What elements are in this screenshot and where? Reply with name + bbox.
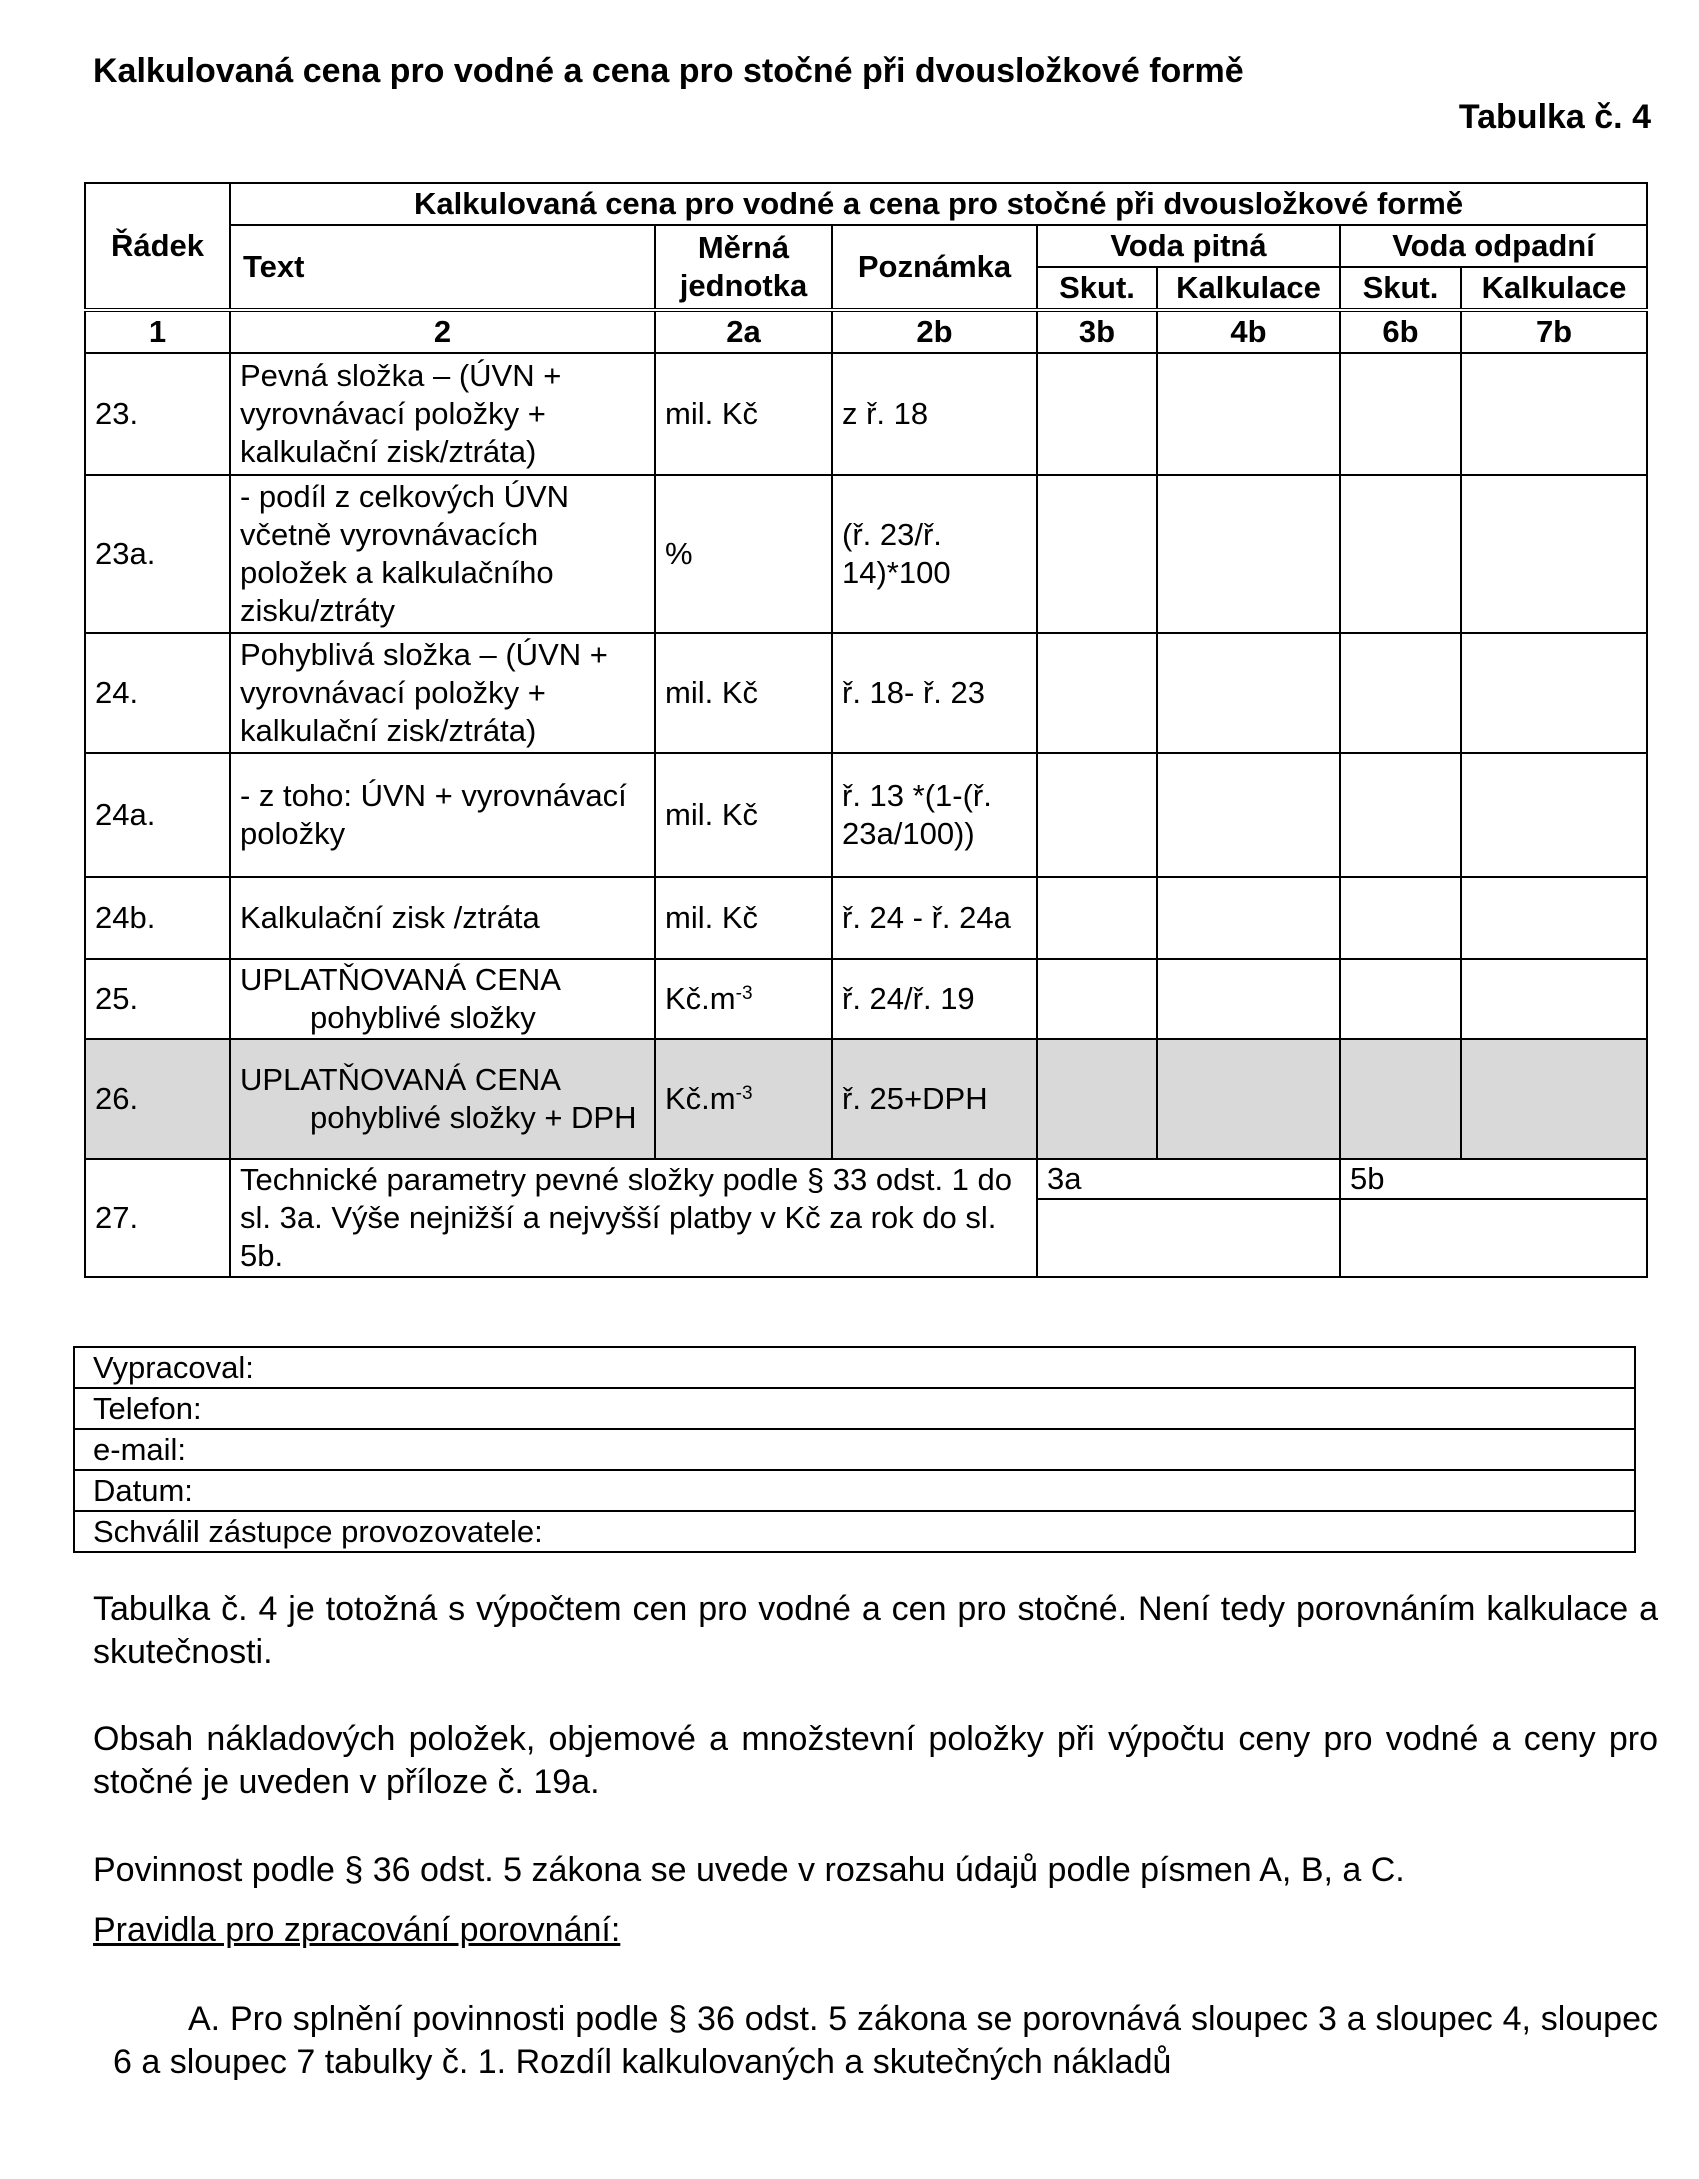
header-row-label: Řádek [85,183,230,310]
row-unit [655,1039,832,1159]
cell-3b [1037,353,1157,475]
header-water-waste: Voda odpadní [1340,225,1647,267]
cell-3b [1037,475,1157,633]
cell-6b [1340,475,1461,633]
row-text-line2: pohyblivé složky [310,1000,536,1035]
row-text: - podíl z celkových ÚVN včetně vyrovnávacích položek a kalkulačního zisku/ztráty [230,475,655,633]
cell-3b [1037,1039,1157,1159]
unit-exponent: -3 [735,1083,753,1104]
price-table [84,182,1648,1278]
row-note: ř. 13 *(1-(ř. 23a/100)) [832,753,1037,877]
row-note: (ř. 23/ř. 14)*100 [832,475,1037,633]
col-number: 7b [1461,310,1647,353]
row-unit: mil. Kč [655,877,832,959]
sign-field-prepared-by: Vypracoval: [74,1347,1635,1388]
cell-4b [1157,353,1340,475]
row-unit: mil. Kč [655,753,832,877]
section-heading [93,1909,1658,1952]
paragraph-3: Povinnost podle § 36 odst. 5 zákona se uvede v rozsahu údajů podle písmen A, B, a C. [93,1851,1405,1889]
table-number: Tabulka č. 4 [1458,98,1651,136]
cell-3b [1037,959,1157,1039]
row-note: ř. 18- ř. 23 [832,633,1037,753]
cell-7b [1461,753,1647,877]
header-text: Text [230,225,655,310]
row-number: 24. [85,633,230,753]
cell-5b-value [1340,1199,1647,1277]
document-title: Kalkulovaná cena pro vodné a cena pro stočné při dvousložkové formě [93,52,1244,90]
row-text: Pevná složka – (ÚVN + vyrovnávací položky + kalkulační zisk/ztráta) [230,353,655,475]
row-note: ř. 25+DPH [832,1039,1037,1159]
header-unit: Měrná jednotka [655,225,832,310]
signature-table [73,1346,1636,1553]
cell-4b [1157,877,1340,959]
table-row [85,959,1647,1039]
table-row [85,877,1647,959]
header-actual: Skut. [1037,267,1157,310]
col-number: 6b [1340,310,1461,353]
cell-6b [1340,633,1461,753]
row-text-line1: UPLATŇOVANÁ CENA [240,1062,561,1097]
unit-base: Kč.m [665,1081,736,1116]
row-number: 23. [85,353,230,475]
col-number: 2a [655,310,832,353]
header-calculation: Kalkulace [1461,267,1647,310]
cell-7b [1461,959,1647,1039]
col-number: 3b [1037,310,1157,353]
col-number: 2b [832,310,1037,353]
row-unit: % [655,475,832,633]
table-row [85,475,1647,633]
header-group-title: Kalkulovaná cena pro vodné a cena pro stočné při dvousložkové formě [230,183,1647,225]
row-text: - z toho: ÚVN + vyrovnávací položky [230,753,655,877]
cell-3a: 3a [1037,1159,1340,1199]
table-row [85,633,1647,753]
header-water-drinking: Voda pitná [1037,225,1340,267]
col-number: 1 [85,310,230,353]
cell-7b [1461,633,1647,753]
row-number: 26. [85,1039,230,1159]
sign-field-date: Datum: [74,1470,1635,1511]
sign-field-email: e-mail: [74,1429,1635,1470]
row-text-line2 [240,1099,637,1137]
unit-base: Kč.m [665,981,736,1016]
row-text: Technické parametry pevné složky podle § 33 odst. 1 do sl. 3a. Výše nejnižší a nejvyšší platby v Kč za rok do sl. 5b. [230,1159,1037,1277]
row-note: ř. 24 - ř. 24a [832,877,1037,959]
col-number: 2 [230,310,655,353]
row-unit [655,959,832,1039]
row-number: 23a. [85,475,230,633]
cell-5b: 5b [1340,1159,1647,1199]
cell-7b [1461,1039,1647,1159]
cell-7b [1461,353,1647,475]
cell-3a-value [1037,1199,1340,1277]
header-actual: Skut. [1340,267,1461,310]
paragraph-2: Obsah nákladových položek, objemové a množstevní položky při výpočtu ceny pro vodné a ceny pro stočné je uveden v příloze č. 19a. [93,1720,1658,1801]
cell-6b [1340,959,1461,1039]
paragraph-rule-a: A. Pro splnění povinnosti podle § 36 odst. 5 zákona se porovnává sloupec 3 a sloupec 4, sloupec 6 a sloupec 7 tabulky č. 1. Rozdíl kalkulovaných a skutečných nákladů [113,2000,1658,2081]
cell-4b [1157,633,1340,753]
header-note: Poznámka [832,225,1037,310]
cell-4b [1157,475,1340,633]
row-text-line2-value: pohyblivé složky + DPH [310,1100,637,1135]
cell-3b [1037,753,1157,877]
unit-exponent: -3 [735,983,753,1004]
cell-6b [1340,1039,1461,1159]
table-row [85,353,1647,475]
row-note: z ř. 18 [832,353,1037,475]
cell-3b [1037,633,1157,753]
table-row [85,1039,1647,1159]
row-note: ř. 24/ř. 19 [832,959,1037,1039]
row-number: 27. [85,1159,230,1277]
row-text-line1: UPLATŇOVANÁ CENA [240,962,561,997]
cell-3b [1037,877,1157,959]
cell-6b [1340,353,1461,475]
table-row [85,753,1647,877]
cell-4b [1157,753,1340,877]
row-number: 25. [85,959,230,1039]
cell-4b [1157,959,1340,1039]
row-number: 24b. [85,877,230,959]
cell-7b [1461,475,1647,633]
row-unit: mil. Kč [655,353,832,475]
section-heading-text: Pravidla pro zpracování porovnání: [93,1911,621,1949]
table-row [85,1159,1647,1199]
row-text: Pohyblivá složka – (ÚVN + vyrovnávací položky + kalkulační zisk/ztráta) [230,633,655,753]
paragraph-1: Tabulka č. 4 je totožná s výpočtem cen pro vodné a cen pro stočné. Není tedy porovnáním kalkulace a skutečnosti. [93,1590,1658,1671]
cell-6b [1340,753,1461,877]
sign-field-approved-by: Schválil zástupce provozovatele: [74,1511,1635,1552]
sign-field-phone: Telefon: [74,1388,1635,1429]
cell-7b [1461,877,1647,959]
col-number: 4b [1157,310,1340,353]
row-number: 24a. [85,753,230,877]
header-calculation: Kalkulace [1157,267,1340,310]
row-unit: mil. Kč [655,633,832,753]
row-text: Kalkulační zisk /ztráta [230,877,655,959]
cell-4b [1157,1039,1340,1159]
cell-6b [1340,877,1461,959]
row-text [230,1039,655,1159]
row-text [230,959,655,1039]
